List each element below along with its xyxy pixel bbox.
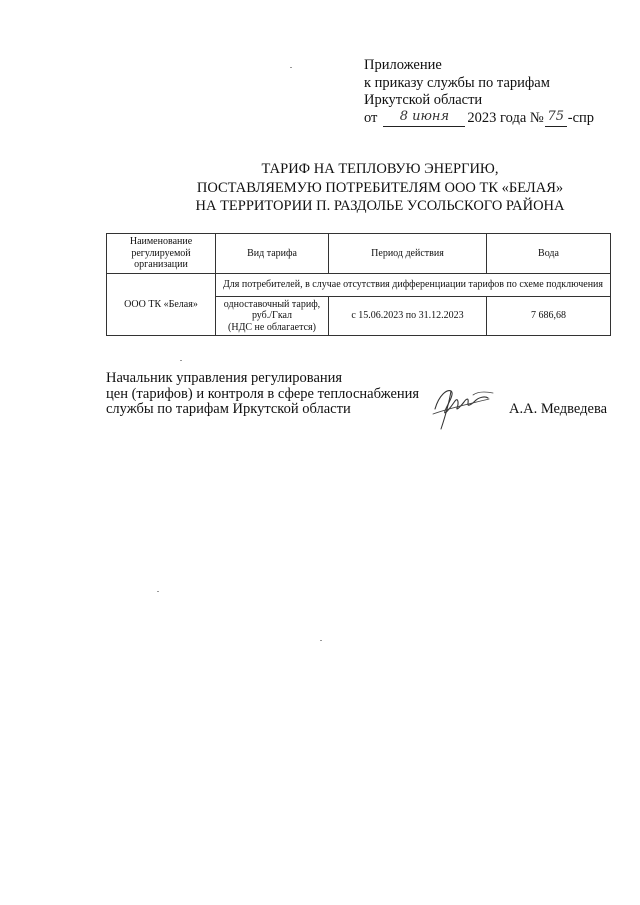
scan-speck (180, 360, 182, 361)
footer-line-2: цен (тарифов) и контроля в сфере теплоснабжения (106, 385, 420, 402)
title-line-2: ПОСТАВЛЯЕМУЮ ПОТРЕБИТЕЛЯМ ООО ТК «БЕЛАЯ» (196, 179, 564, 196)
header-water: Вода (487, 234, 611, 274)
appendix-line-4 (364, 110, 594, 128)
handwritten-date: 8 июня (383, 111, 465, 127)
tariff-type-line-3: (НДС не облагается) (228, 321, 316, 333)
header-organization: Наименование регулируемой организации (107, 234, 216, 274)
appendix-line-1: Приложение (364, 57, 442, 73)
appendix-line-3: Иркутской области (364, 92, 483, 108)
footer-line-1: Начальник управления регулирования (106, 370, 343, 386)
footer-line-3: службы по тарифам Иркутской области (106, 401, 351, 417)
handwritten-signature (425, 377, 505, 432)
cell-consumer-note: Для потребителей, в случае отсутствия дифференциации тарифов по схеме подключения (216, 273, 611, 296)
signer-name: А.А. Медведева (509, 401, 608, 417)
tariff-type-line-1: одноставочный тариф, (223, 298, 321, 310)
title-line-3: НА ТЕРРИТОРИИ П. РАЗДОЛЬЕ УСОЛЬСКОГО РАЙОНА (195, 198, 565, 214)
appendix-year-text: 2023 года № (467, 109, 544, 126)
tariff-type-line-2: руб./Гкал (251, 310, 293, 321)
appendix-line-2: к приказу службы по тарифам (364, 74, 550, 91)
tariff-table (106, 233, 611, 336)
appendix-suffix: -спр (567, 109, 595, 126)
scan-speck (290, 67, 292, 68)
scan-speck (320, 640, 322, 641)
table-note-row (107, 273, 611, 296)
appendix-block (364, 57, 594, 127)
handwritten-order-number: 75 (545, 111, 567, 127)
cell-value: 7 686,68 (487, 296, 611, 336)
signatory-position (106, 371, 419, 418)
header-tariff-type: Вид тарифа (216, 234, 329, 274)
cell-period: с 15.06.2023 по 31.12.2023 (329, 296, 487, 336)
table-header-row (107, 234, 611, 274)
cell-organization: ООО ТК «Белая» (107, 273, 216, 336)
scan-speck (157, 591, 159, 592)
title-line-1: ТАРИФ НА ТЕПЛОВУЮ ЭНЕРГИЮ, (261, 161, 499, 177)
header-period: Период действия (329, 234, 487, 274)
document-title (150, 160, 610, 216)
appendix-prefix: от (364, 109, 378, 126)
cell-tariff-type (216, 296, 329, 336)
